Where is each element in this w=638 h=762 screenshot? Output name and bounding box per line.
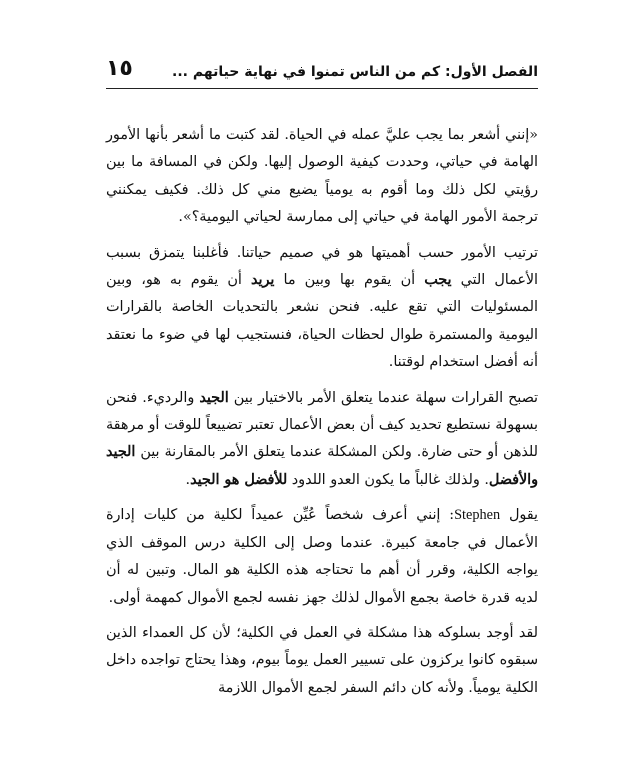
page-header (106, 58, 538, 80)
text-segment: «إنني أشعر بما يجب عليَّ عمله في الحياة. لقد كتبت ما أشعر بأنها الأمور الهامة في حياتي، وحددت كيفية الوصول إليها. ولكن في المسافة ما بين رؤيتي لكل ذلك وما أقوم به يومياً يضيع مني كل ذلك. فكيف يمكنني ترجمة الأمور الهامة في حياتي إلى ممارسة لحياتي اليومية؟». (106, 127, 538, 226)
body-text (106, 122, 538, 710)
paragraph-stephen-story (106, 502, 538, 612)
text-segment: والرديء. فنحن بسهولة نستطيع تحديد كيف أن بعض الأعمال تعتبر تضييعاً للوقت أو مرهقة للذهن أو حتى ضارة. ولكن المشكلة عندما يتعلق الأمر بالمقارنة بين (106, 389, 538, 461)
text-segment: ترتيب الأمور حسب أهميتها هو في صميم حياتنا. فأغلبنا يتمزق بسبب الأعمال التي (106, 244, 538, 289)
paragraph-quote (106, 122, 538, 232)
text-segment: : إنني أعرف شخصاً عُيِّن عميداً لكلية من كليات إدارة الأعمال في جامعة كبيرة. عندما وصل إلى الكلية درس الموقف الذي يواجه الكلية، وقرر أن أهم ما تحتاجه هذه الكلية هو المال. وتبين له أن لديه قدرة خاصة بجمع الأموال لذلك جهز نفسه لجمع الأموال كمهمة أولى. (106, 507, 538, 606)
emphasis-want: يريد (250, 272, 275, 289)
text-segment: لقد أوجد بسلوكه هذا مشكلة في العمل في الكلية؛ لأن كل العمداء الذين سبقوه كانوا يركزون على تسيير العمل يوماً بيوم، وهذا يحتاج تواجده داخل الكلية يومياً. ولأنه كان دائم السفر لجمع الأموال اللازمة (106, 624, 538, 696)
text-segment: . (185, 471, 191, 488)
latin-name: Stephen (454, 507, 501, 524)
emphasis-best-is-good: للأفضل هو الجيد (190, 471, 288, 488)
running-head: الفصل الأول: كم من الناس تمنوا في نهاية حياتهم ... (172, 64, 538, 80)
text-segment: أن يقوم به هو، وبين المسئوليات التي تقع عليه. فنحن نشعر بالتحديات الخاصة بالقرارات اليومية والمستمرة طوال لحظات الحياة، فنستجيب لها في ضوء ما نعتقد أنه أفضل استخدام لوقتنا. (106, 272, 538, 371)
paragraph-priorities (106, 240, 538, 377)
text-segment: يقول (500, 507, 538, 524)
emphasis-must: يجب (424, 272, 452, 289)
emphasis-good: الجيد (199, 389, 229, 406)
emphasis-good-and-best: الجيد والأفضل (106, 444, 538, 488)
text-segment: أن يقوم بها وبين ما (274, 272, 425, 289)
paragraph-dean-problem (106, 620, 538, 702)
text-segment: تصبح القرارات سهلة عندما يتعلق الأمر بالاختيار بين (228, 389, 539, 406)
paragraph-good-vs-best (106, 385, 538, 495)
header-rule (106, 88, 538, 89)
page-number: ١٥ (106, 56, 133, 81)
text-segment: . ولذلك غالباً ما يكون العدو اللدود (287, 471, 489, 488)
